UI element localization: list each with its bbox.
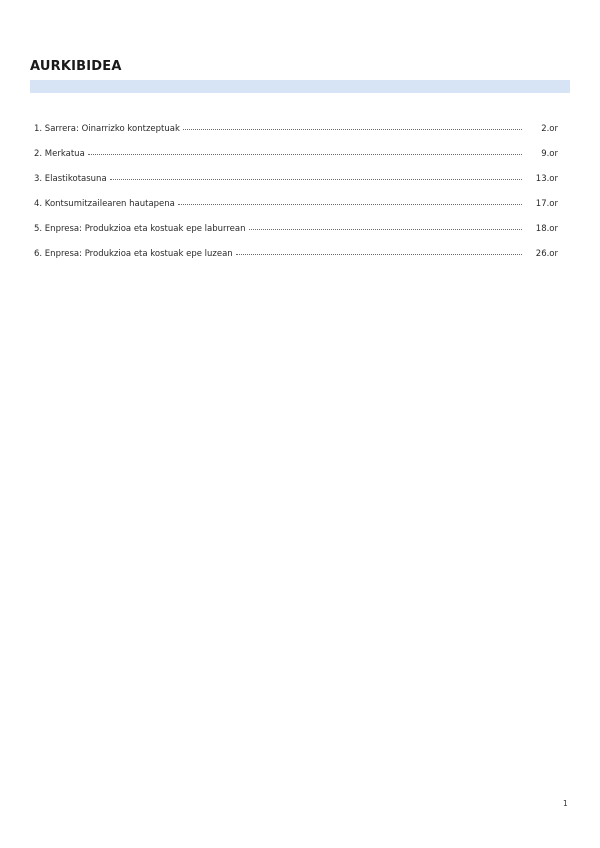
toc-dot-leader <box>249 229 523 230</box>
toc-dot-leader <box>236 254 522 255</box>
toc-entry-label: 1. Sarrera: Oinarrizko kontzeptuak <box>34 124 180 134</box>
toc-entry[interactable] <box>34 249 558 274</box>
toc-entry-label: 4. Kontsumitzailearen hautapena <box>34 199 175 209</box>
toc-entry-page: 18.or <box>535 224 558 234</box>
toc-entry[interactable] <box>34 124 558 149</box>
toc-entry-page: 26.or <box>535 249 558 259</box>
toc-dot-leader <box>88 154 522 155</box>
toc-entry[interactable] <box>34 149 558 174</box>
toc-entry-label: 2. Merkatua <box>34 149 85 159</box>
page-number: 1 <box>563 799 568 808</box>
title-band <box>30 80 570 93</box>
table-of-contents <box>34 124 558 274</box>
toc-entry[interactable] <box>34 174 558 199</box>
toc-entry-page: 17.or <box>535 199 558 209</box>
page-title: AURKIBIDEA <box>30 59 122 74</box>
toc-entry-label: 6. Enpresa: Produkzioa eta kostuak epe luzean <box>34 249 233 259</box>
toc-dot-leader <box>110 179 522 180</box>
toc-entry-page: 13.or <box>535 174 558 184</box>
toc-entry-page: 9.or <box>541 149 558 159</box>
toc-entry[interactable] <box>34 224 558 249</box>
toc-entry[interactable] <box>34 199 558 224</box>
toc-dot-leader <box>178 204 522 205</box>
toc-entry-label: 3. Elastikotasuna <box>34 174 107 184</box>
toc-entry-page: 2.or <box>541 124 558 134</box>
toc-dot-leader <box>183 129 522 130</box>
toc-entry-label: 5. Enpresa: Produkzioa eta kostuak epe laburrean <box>34 224 246 234</box>
